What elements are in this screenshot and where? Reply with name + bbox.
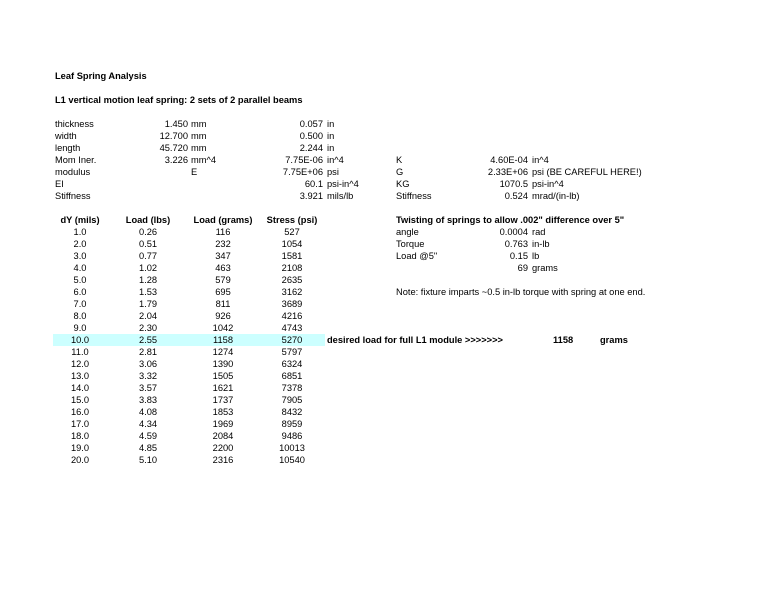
cell-dy: 11.0 — [71, 347, 89, 357]
cell-dy: 14.0 — [70, 383, 90, 393]
param-metric-unit: mm — [191, 131, 207, 141]
twisting-unit: lb — [532, 251, 540, 261]
cell-stress: 8959 — [281, 419, 303, 429]
cell-load-grams: 2084 — [212, 431, 234, 441]
header-dy: dY (mils) — [60, 215, 100, 225]
param-imperial-unit: in^4 — [327, 155, 344, 165]
cell-stress: 9486 — [281, 431, 303, 441]
cell-stress: 3162 — [281, 287, 303, 297]
cell-dy: 7.0 — [73, 299, 87, 309]
cell-load-lbs: 0.77 — [138, 251, 158, 261]
param-imperial-value: 7.75E-06 — [285, 155, 323, 165]
cell-load-grams: 1158 — [213, 335, 233, 345]
desired-load-unit: grams — [600, 335, 628, 345]
cell-stress: 2108 — [281, 263, 303, 273]
cell-load-lbs: 3.06 — [138, 359, 158, 369]
twisting-value: 69 — [517, 263, 528, 273]
cell-dy: 15.0 — [70, 395, 90, 405]
cell-load-lbs: 3.57 — [138, 383, 158, 393]
param-imperial-unit: psi-in^4 — [327, 179, 359, 189]
param-imperial-unit: psi — [327, 167, 339, 177]
param-right-value: 4.60E-04 — [490, 155, 528, 165]
param-metric-unit: mm^4 — [191, 155, 217, 165]
cell-dy: 12.0 — [70, 359, 90, 369]
cell-load-lbs: 2.81 — [138, 347, 158, 357]
param-imperial-value: 7.75E+06 — [282, 167, 323, 177]
page-subtitle: L1 vertical motion leaf spring: 2 sets of 2 parallel beams — [55, 95, 303, 105]
cell-load-lbs: 1.79 — [138, 299, 158, 309]
cell-load-lbs: 2.04 — [138, 311, 158, 321]
cell-load-lbs: 4.59 — [138, 431, 158, 441]
cell-load-grams: 579 — [215, 275, 231, 285]
cell-load-grams: 1274 — [212, 347, 234, 357]
param-label: width — [55, 131, 77, 141]
cell-load-lbs: 0.51 — [138, 239, 158, 249]
cell-dy: 20.0 — [70, 455, 90, 465]
cell-load-grams: 1969 — [212, 419, 234, 429]
cell-load-grams: 463 — [215, 263, 231, 273]
cell-load-grams: 347 — [215, 251, 231, 261]
twisting-unit: grams — [532, 263, 558, 273]
cell-dy: 4.0 — [73, 263, 87, 273]
twisting-heading: Twisting of springs to allow .002" difference over 5" — [396, 215, 625, 225]
cell-load-lbs: 1.53 — [138, 287, 158, 297]
cell-load-grams: 2200 — [212, 443, 234, 453]
param-imperial-value: 0.500 — [299, 131, 323, 141]
param-right-unit: psi-in^4 — [532, 179, 564, 189]
header-load-lbs: Load (lbs) — [125, 215, 171, 225]
param-metric-unit: mm — [191, 143, 207, 153]
cell-stress: 6324 — [281, 359, 303, 369]
cell-load-lbs: 4.85 — [138, 443, 158, 453]
param-label: length — [55, 143, 81, 153]
param-right-label: Stiffness — [396, 191, 432, 201]
cell-load-lbs: 3.32 — [138, 371, 158, 381]
param-label: Mom Iner. — [55, 155, 97, 165]
cell-stress: 8432 — [281, 407, 303, 417]
cell-load-grams: 2316 — [212, 455, 234, 465]
header-stress: Stress (psi) — [266, 215, 318, 225]
param-right-unit: psi (BE CAREFUL HERE!) — [532, 167, 642, 177]
cell-stress: 2635 — [281, 275, 303, 285]
cell-load-grams: 1621 — [212, 383, 234, 393]
cell-load-grams: 1737 — [212, 395, 234, 405]
cell-stress: 5797 — [281, 347, 303, 357]
cell-dy: 9.0 — [73, 323, 87, 333]
cell-load-lbs: 2.30 — [138, 323, 158, 333]
cell-dy: 18.0 — [70, 431, 90, 441]
cell-load-grams: 232 — [215, 239, 231, 249]
param-imperial-value: 60.1 — [304, 179, 323, 189]
cell-load-lbs: 1.02 — [138, 263, 158, 273]
param-metric-unit: E — [191, 167, 198, 177]
twisting-unit: rad — [532, 227, 546, 237]
cell-load-lbs: 4.08 — [138, 407, 158, 417]
param-metric-value: 1.450 — [164, 119, 188, 129]
param-label: thickness — [55, 119, 94, 129]
cell-dy: 10.0 — [70, 335, 90, 345]
cell-load-grams: 116 — [215, 227, 231, 237]
param-imperial-value: 3.921 — [299, 191, 323, 201]
cell-stress: 4743 — [281, 323, 303, 333]
twisting-note: Note: fixture imparts ~0.5 in-lb torque with spring at one end. — [396, 287, 646, 297]
cell-dy: 16.0 — [70, 407, 90, 417]
cell-stress: 5270 — [281, 335, 303, 345]
cell-dy: 17.0 — [70, 419, 90, 429]
param-label: modulus — [55, 167, 91, 177]
param-right-value: 1070.5 — [499, 179, 528, 189]
cell-dy: 13.0 — [70, 371, 90, 381]
twisting-value: 0.15 — [509, 251, 528, 261]
cell-load-grams: 1042 — [212, 323, 234, 333]
param-right-label: G — [396, 167, 404, 177]
param-imperial-value: 2.244 — [299, 143, 323, 153]
cell-stress: 7905 — [281, 395, 303, 405]
cell-load-lbs: 3.83 — [138, 395, 158, 405]
cell-stress: 1581 — [281, 251, 303, 261]
param-metric-value: 45.720 — [159, 143, 188, 153]
cell-dy: 19.0 — [70, 443, 90, 453]
param-right-label: K — [396, 155, 403, 165]
cell-dy: 8.0 — [73, 311, 87, 321]
param-imperial-unit: in — [327, 119, 335, 129]
cell-dy: 3.0 — [73, 251, 87, 261]
twisting-label: Load @5" — [396, 251, 438, 261]
cell-stress: 3689 — [281, 299, 303, 309]
twisting-unit: in-lb — [532, 239, 550, 249]
cell-stress: 4216 — [281, 311, 303, 321]
param-right-label: KG — [396, 179, 410, 189]
cell-stress: 10013 — [279, 443, 305, 453]
cell-load-grams: 695 — [215, 287, 231, 297]
cell-load-grams: 811 — [215, 299, 231, 309]
cell-stress: 7378 — [281, 383, 303, 393]
param-right-value: 2.33E+06 — [487, 167, 528, 177]
param-right-unit: mrad/(in-lb) — [532, 191, 580, 201]
cell-load-grams: 926 — [215, 311, 231, 321]
cell-stress: 1054 — [281, 239, 303, 249]
twisting-value: 0.763 — [504, 239, 528, 249]
cell-stress: 10540 — [279, 455, 305, 465]
param-metric-unit: mm — [191, 119, 207, 129]
header-load-grams: Load (grams) — [193, 215, 253, 225]
param-imperial-unit: mils/lb — [327, 191, 354, 201]
cell-stress: 527 — [284, 227, 300, 237]
cell-dy: 2.0 — [73, 239, 87, 249]
cell-dy: 6.0 — [73, 287, 87, 297]
cell-dy: 1.0 — [73, 227, 87, 237]
param-label: EI — [55, 179, 64, 189]
cell-load-lbs: 0.26 — [138, 227, 158, 237]
param-label: Stiffness — [55, 191, 91, 201]
twisting-label: angle — [396, 227, 419, 237]
cell-load-lbs: 2.55 — [138, 335, 158, 345]
desired-load-value: 1158 — [553, 335, 574, 345]
param-metric-value: 3.226 — [164, 155, 188, 165]
cell-load-lbs: 4.34 — [138, 419, 158, 429]
cell-stress: 6851 — [281, 371, 303, 381]
cell-load-grams: 1390 — [212, 359, 234, 369]
cell-load-grams: 1505 — [212, 371, 234, 381]
page-title: Leaf Spring Analysis — [55, 71, 147, 81]
param-imperial-unit: in — [327, 131, 335, 141]
param-imperial-unit: in — [327, 143, 335, 153]
param-imperial-value: 0.057 — [299, 119, 323, 129]
param-right-value: 0.524 — [504, 191, 528, 201]
param-metric-value: 12.700 — [159, 131, 188, 141]
cell-load-lbs: 5.10 — [138, 455, 158, 465]
desired-load-label: desired load for full L1 module >>>>>>> — [327, 335, 503, 345]
cell-load-grams: 1853 — [212, 407, 234, 417]
twisting-value: 0.0004 — [499, 227, 528, 237]
cell-load-lbs: 1.28 — [138, 275, 158, 285]
twisting-label: Torque — [396, 239, 425, 249]
cell-dy: 5.0 — [73, 275, 87, 285]
param-right-unit: in^4 — [532, 155, 549, 165]
